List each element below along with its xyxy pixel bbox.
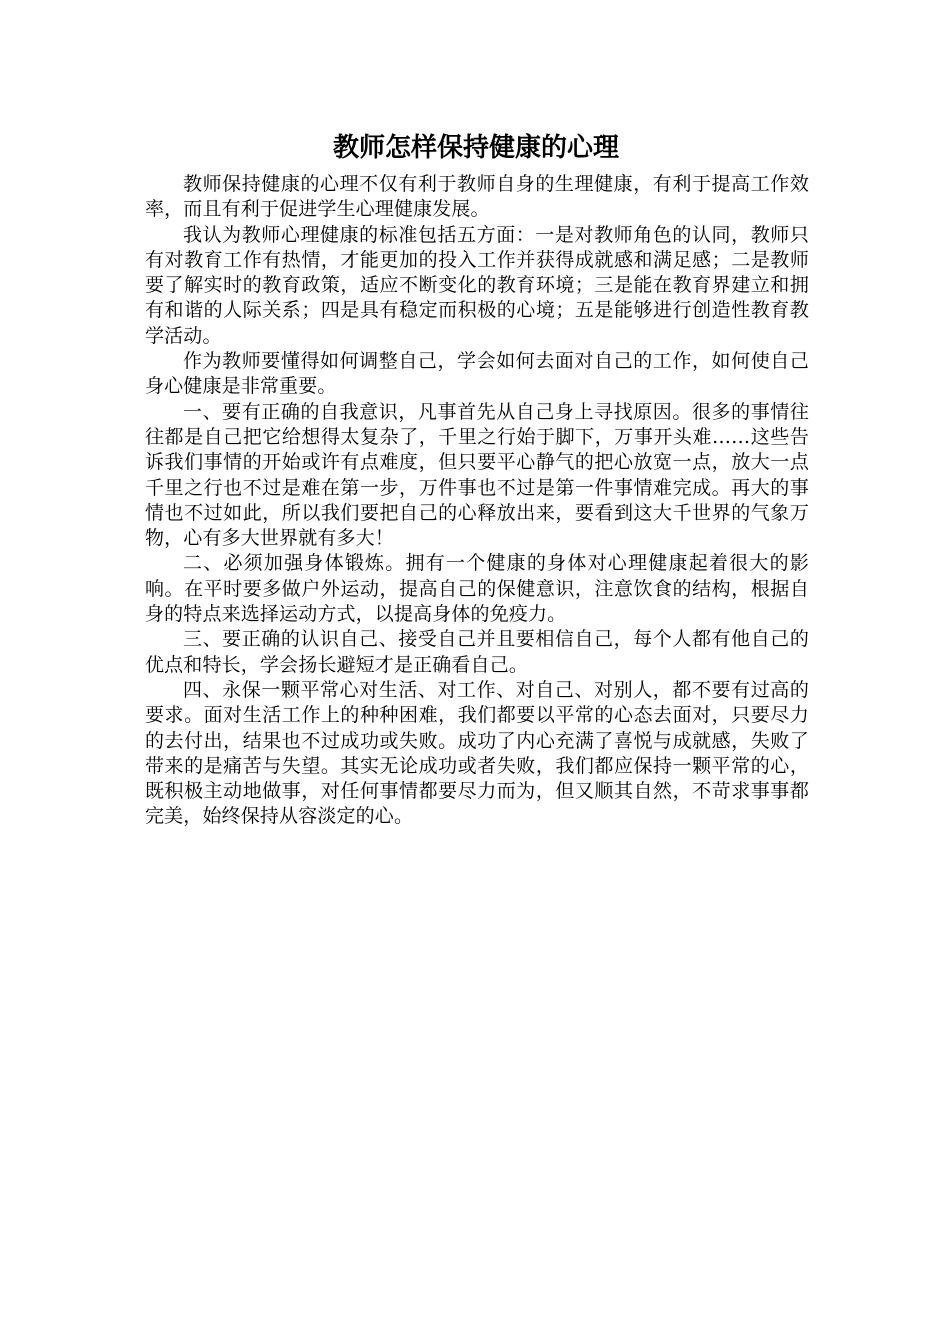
document-body	[145, 172, 809, 830]
paragraph-point-three: 三、要正确的认识自己、接受自己并且要相信自己，每个人都有他自己的优点和特长，学会扬长避短才是正确看自己。	[145, 628, 809, 676]
paragraph-intro: 教师保持健康的心理不仅有利于教师自身的生理健康，有利于提高工作效率，而且有利于促进学生心理健康发展。	[145, 173, 809, 221]
paragraph-point-one: 一、要有正确的自我意识，凡事首先从自己身上寻找原因。很多的事情往往都是自己把它给想得太复杂了，千里之行始于脚下，万事开头难……这些告诉我们事情的开始或许有点难度，但只要平心静气的把心放宽一点，放大一点千里之行也不过是难在第一步，万件事也不过是第一件事情难完成。再大的事情也不过如此，所以我们要把自己的心释放出来，要看到这大千世界的气象万物，心有多大世界就有多大！	[145, 400, 809, 550]
paragraph-point-four: 四、永保一颗平常心对生活、对工作、对自己、对别人，都不要有过高的要求。面对生活工作上的种种困难，我们都要以平常的心态去面对，只要尽力的去付出，结果也不过成功或失败。成功了内心充满了喜悦与成就感，失败了带来的是痛苦与失望。其实无论成功或者失败，我们都应保持一颗平常的心，既积极主动地做事，对任何事情都要尽力而为，但又顺其自然，不苛求事事都完美，始终保持从容淡定的心。	[145, 678, 809, 828]
paragraph-standards: 我认为教师心理健康的标准包括五方面：一是对教师角色的认同，教师只有对教育工作有热情，才能更加的投入工作并获得成就感和满足感；二是教师要了解实时的教育政策，适应不断变化的教育环境；三是能在教育界建立和拥有和谐的人际关系；四是具有稳定而积极的心境；五是能够进行创造性教育教学活动。	[145, 223, 809, 347]
paragraph-point-two: 二、必须加强身体锻炼。拥有一个健康的身体对心理健康起着很大的影响。在平时要多做户外运动，提高自己的保健意识，注意饮食的结构，根据自身的特点来选择运动方式，以提高身体的免疫力。	[145, 552, 809, 626]
paragraph-adjust: 作为教师要懂得如何调整自己，学会如何去面对自己的工作，如何使自己身心健康是非常重要。	[145, 350, 809, 398]
document-title: 教师怎样保持健康的心理	[332, 133, 619, 163]
